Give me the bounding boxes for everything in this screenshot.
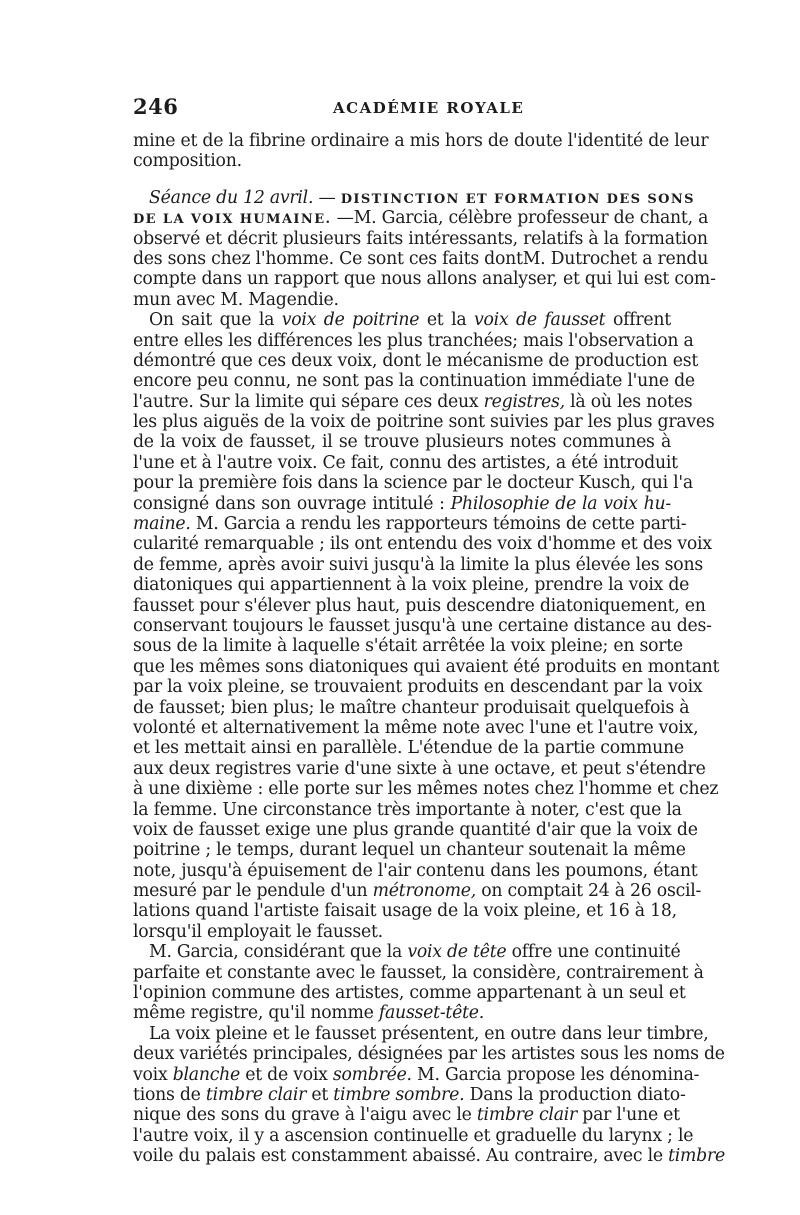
text-line: voix blanche et de voix sombrée. M. Garcia propose les dénomina-: [133, 1064, 700, 1085]
text-line: encore peu connu, ne sont pas la continuation immédiate l'une de: [133, 371, 695, 392]
text-line: La voix pleine et le fausset présentent, en outre dans leur timbre,: [149, 1023, 709, 1044]
text-line: consigné dans son ouvrage intitulé : Philosophie de la voix hu-: [133, 493, 671, 514]
text-line: voile du palais est constamment abaissé. Au contraire, avec le timbre: [133, 1146, 725, 1167]
text-line: que les mêmes sons diatoniques qui avaient été produits en montant: [133, 656, 720, 677]
paragraph-gap: [133, 172, 671, 188]
text-line: l'autre voix, il y a ascension continuelle et graduelle du larynx ; le: [133, 1125, 694, 1146]
text-line: pour la première fois dans la science par le docteur Kusch, qui l'a: [133, 473, 693, 494]
text-line: mine et de la fibrine ordinaire a mis hors de doute l'identité de leur: [133, 131, 709, 151]
text-line: cularité remarquable ; ils ont entendu des voix d'homme et des voix: [133, 534, 712, 555]
dash: —: [313, 187, 341, 208]
running-head: ACADÉMIE ROYALE: [333, 99, 525, 117]
text-line: fausset pour s'élever plus haut, puis descendre diatoniquement, en: [133, 595, 706, 616]
text-line: composition.: [133, 151, 242, 172]
page-number: 246: [133, 94, 179, 119]
text-line: par la voix pleine, se trouvaient produits en descendant par la voix: [133, 677, 703, 698]
text-line: observé et décrit plusieurs faits intéressants, relatifs à la formation: [133, 228, 708, 249]
text-line: On sait que la voix de poitrine et la voix de fausset offrent: [149, 310, 671, 331]
text-line: parfaite et constante avec le fausset, la considère, contrairement à: [133, 962, 704, 983]
text-line: de fausset; bien plus; le maître chanteur produisait quelquefois à: [133, 697, 690, 718]
text-line: note, jusqu'à épuisement de l'air contenu dans les poumons, étant: [133, 860, 698, 881]
text-line: deux variétés principales, désignées par les artistes sous les noms de: [133, 1044, 725, 1065]
text-line: poitrine ; le temps, durant lequel un chanteur soutenait la même: [133, 840, 686, 861]
text-line: tions de timbre clair et timbre sombre. Dans la production diato-: [133, 1084, 686, 1105]
text-line: la femme. Une circonstance très importante à noter, c'est que la: [133, 799, 682, 820]
text-line: sous de la limite à laquelle s'était arrêtée la voix pleine; en sorte: [133, 636, 683, 657]
section-title-cont: DE LA VOIX HUMAINE.: [133, 212, 332, 228]
section-title: DISTINCTION ET FORMATION DES SONS: [340, 191, 695, 207]
text-line: volonté et alternativement la même note avec l'une et l'autre voix,: [133, 717, 699, 738]
text-line: de femme, après avoir suivi jusqu'à la limite la plus élevée les sons: [133, 554, 703, 575]
text-line: mesuré par le pendule d'un métronome, on comptait 24 à 26 oscil-: [133, 881, 702, 902]
text-line: même registre, qu'il nomme fausset-tête.: [133, 1003, 485, 1024]
text-line: l'opinion commune des artistes, comme appartenant à un seul et: [133, 983, 686, 1004]
text-line: l'une et à l'autre voix. Ce fait, connu des artistes, a été introduit: [133, 452, 678, 473]
text-line: de la voix de fausset, il se trouve plusieurs notes communes à: [133, 432, 671, 453]
text-line: compte dans un rapport que nous allons analyser, et qui lui est com-: [133, 269, 716, 290]
text-line: lorsqu'il employait le fausset.: [133, 921, 383, 942]
body-text: [133, 131, 725, 1167]
text-line: diatoniques qui appartiennent à la voix pleine, prendre la voix de: [133, 575, 690, 596]
text-line: entre elles les différences les plus tranchées; mais l'observation a: [133, 330, 694, 351]
page-header: [133, 94, 671, 124]
text-line: démontré que ces deux voix, dont le mécanisme de production est: [133, 350, 699, 371]
text-line: lations quand l'artiste faisait usage de la voix pleine, et 16 à 18,: [133, 901, 677, 922]
session-date: Séance du 12 avril.: [149, 187, 314, 208]
text-line: conservant toujours le fausset jusqu'à une certaine distance au des-: [133, 615, 712, 636]
text-line: nique des sons du grave à l'aigu avec le timbre clair par l'une et: [133, 1105, 680, 1126]
text-line: mun avec M. Magendie.: [133, 289, 339, 310]
text-line: les plus aiguës de la voix de poitrine sont suivies par les plus graves: [133, 412, 715, 433]
text-line: et les mettait ainsi en parallèle. L'étendue de la partie commune: [133, 738, 684, 759]
text-line: l'autre. Sur la limite qui sépare ces deux registres, là où les notes: [133, 391, 693, 412]
text-line: aux deux registres varie d'une sixte à une octave, et peut s'étendre: [133, 758, 706, 779]
text-line: M. Garcia, considérant que la voix de tête offre une continuité: [149, 942, 681, 963]
text-line: maine. M. Garcia a rendu les rapporteurs témoins de cette parti-: [133, 514, 687, 535]
session-heading-line: [133, 187, 695, 208]
text-line: des sons chez l'homme. Ce sont ces faits dontM. Dutrochet a rendu: [133, 248, 709, 269]
text-line: voix de fausset exige une plus grande quantité d'air que la voix de: [133, 819, 698, 840]
text-line: DE LA VOIX HUMAINE. —M. Garcia, célèbre professeur de chant, a: [133, 208, 709, 229]
text-line: à une dixième : elle porte sur les mêmes notes chez l'homme et chez: [133, 779, 719, 800]
